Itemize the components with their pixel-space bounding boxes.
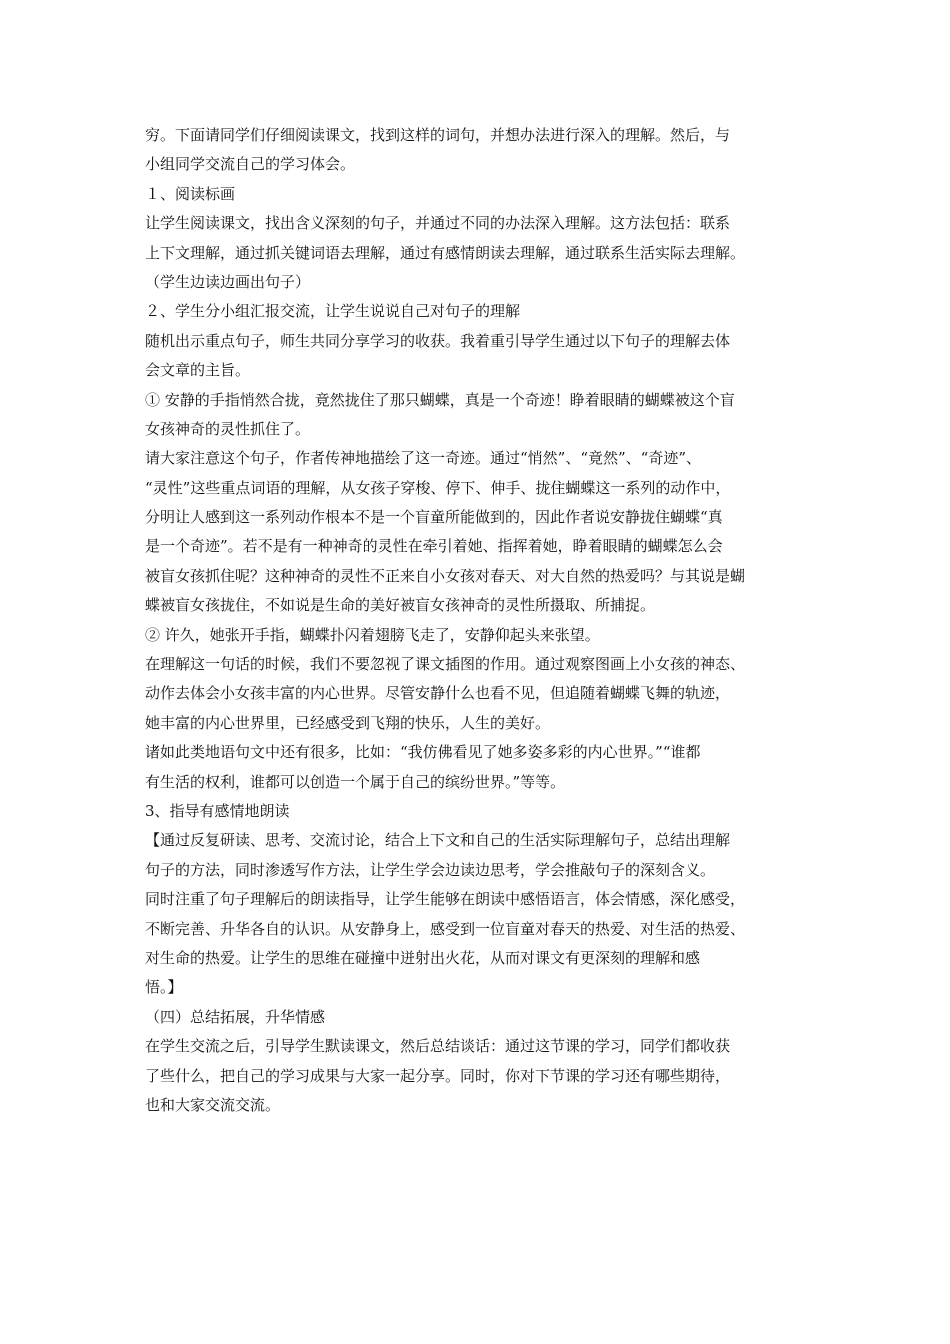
note-line: 悟。】 (145, 978, 183, 997)
text-line: 了些什么，把自己的学习成果与大家一起分享。同时，你对下节课的学习还有哪些期待， (145, 1066, 731, 1085)
text-line: 会文章的主旨。 (145, 361, 251, 380)
quoted-sentence: ① 安静的手指悄然合拢，竟然拢住了那只蝴蝶，真是一个奇迹！睁着眼睛的蝴蝶被这个盲 (145, 390, 735, 409)
text-line: 小组同学交流自己的学习体会。 (145, 155, 356, 174)
quoted-sentence: 女孩神奇的灵性抓住了。 (145, 419, 311, 438)
text-line: （学生边读边画出句子） (145, 272, 311, 291)
document-body (145, 121, 815, 1120)
text-line: 蝶被盲女孩拢住，不如说是生命的美好被盲女孩神奇的灵性所摄取、所捕捉。 (145, 596, 656, 615)
text-line: 请大家注意这个句子，作者传神地描绘了这一奇迹。通过“悄然”、“竟然”、“奇迹”、 (145, 449, 702, 468)
note-line: 【通过反复研读、思考、交流讨论，结合上下文和自己的生活实际理解句子，总结出理解 (145, 831, 731, 850)
section-heading: １、阅读标画 (145, 184, 236, 203)
text-line: 也和大家交流交流。 (145, 1095, 281, 1114)
section-heading: ２、学生分小组汇报交流，让学生说说自己对句子的理解 (145, 302, 521, 321)
text-line: 在学生交流之后，引导学生默读课文，然后总结谈话：通过这节课的学习，同学们都收获 (145, 1037, 731, 1056)
note-line: 对生命的热爱。让学生的思维在碰撞中迸射出火花，从而对课文有更深刻的理解和感 (145, 948, 701, 967)
text-line: 穷。下面请同学们仔细阅读课文，找到这样的词句，并想办法进行深入的理解。然后，与 (145, 126, 731, 144)
text-line: 有生活的权利，谁都可以创造一个属于自己的缤纷世界。”等等。 (145, 772, 566, 791)
text-line: 让学生阅读课文，找出含义深刻的句子，并通过不同的办法深入理解。这方法包括：联系 (145, 214, 731, 233)
text-line: 在理解这一句话的时候，我们不要忽视了课文插图的作用。通过观察图画上小女孩的神态、 (145, 655, 746, 674)
quoted-sentence: ② 许久，她张开手指，蝴蝶扑闪着翅膀飞走了，安静仰起头来张望。 (145, 625, 600, 644)
text-line: 她丰富的内心世界里，已经感受到飞翔的快乐，人生的美好。 (145, 713, 551, 732)
text-line: 诸如此类地语句文中还有很多，比如：“我仿佛看见了她多姿多彩的内心世界。”“谁都 (145, 743, 701, 762)
text-line: 是一个奇迹”。若不是有一种神奇的灵性在牵引着她、指挥着她，睁着眼睛的蝴蝶怎么会 (145, 537, 723, 556)
section-heading: 3、指导有感情地朗读 (145, 801, 290, 820)
text-line: 上下文理解，通过抓关键词语去理解，通过有感情朗读去理解，通过联系生活实际去理解。 (145, 243, 746, 262)
text-line: 随机出示重点句子，师生共同分享学习的收获。我着重引导学生通过以下句子的理解去体 (145, 331, 731, 350)
text-line: “灵性”这些重点词语的理解，从女孩子穿梭、停下、伸手、拢住蝴蝶这一系列的动作中， (145, 478, 731, 497)
note-line: 不断完善、升华各自的认识。从安静身上，感受到一位盲童对春天的热爱、对生活的热爱、 (145, 919, 746, 938)
text-line: 动作去体会小女孩丰富的内心世界。尽管安静什么也看不见，但追随着蝴蝶飞舞的轨迹， (145, 684, 731, 703)
note-line: 句子的方法，同时渗透写作方法，让学生学会边读边思考，学会推敲句子的深刻含义。 (145, 860, 716, 879)
text-line: 分明让人感到这一系列动作根本不是一个盲童所能做到的，因此作者说安静拢住蝴蝶“真 (145, 508, 723, 527)
text-line: 被盲女孩抓住呢？这种神奇的灵性不正来自小女孩对春天、对大自然的热爱吗？与其说是蝴 (145, 566, 746, 585)
section-heading: （四）总结拓展，升华情感 (145, 1007, 326, 1026)
note-line: 同时注重了句子理解后的朗读指导，让学生能够在朗读中感悟语言，体会情感，深化感受， (145, 890, 746, 909)
